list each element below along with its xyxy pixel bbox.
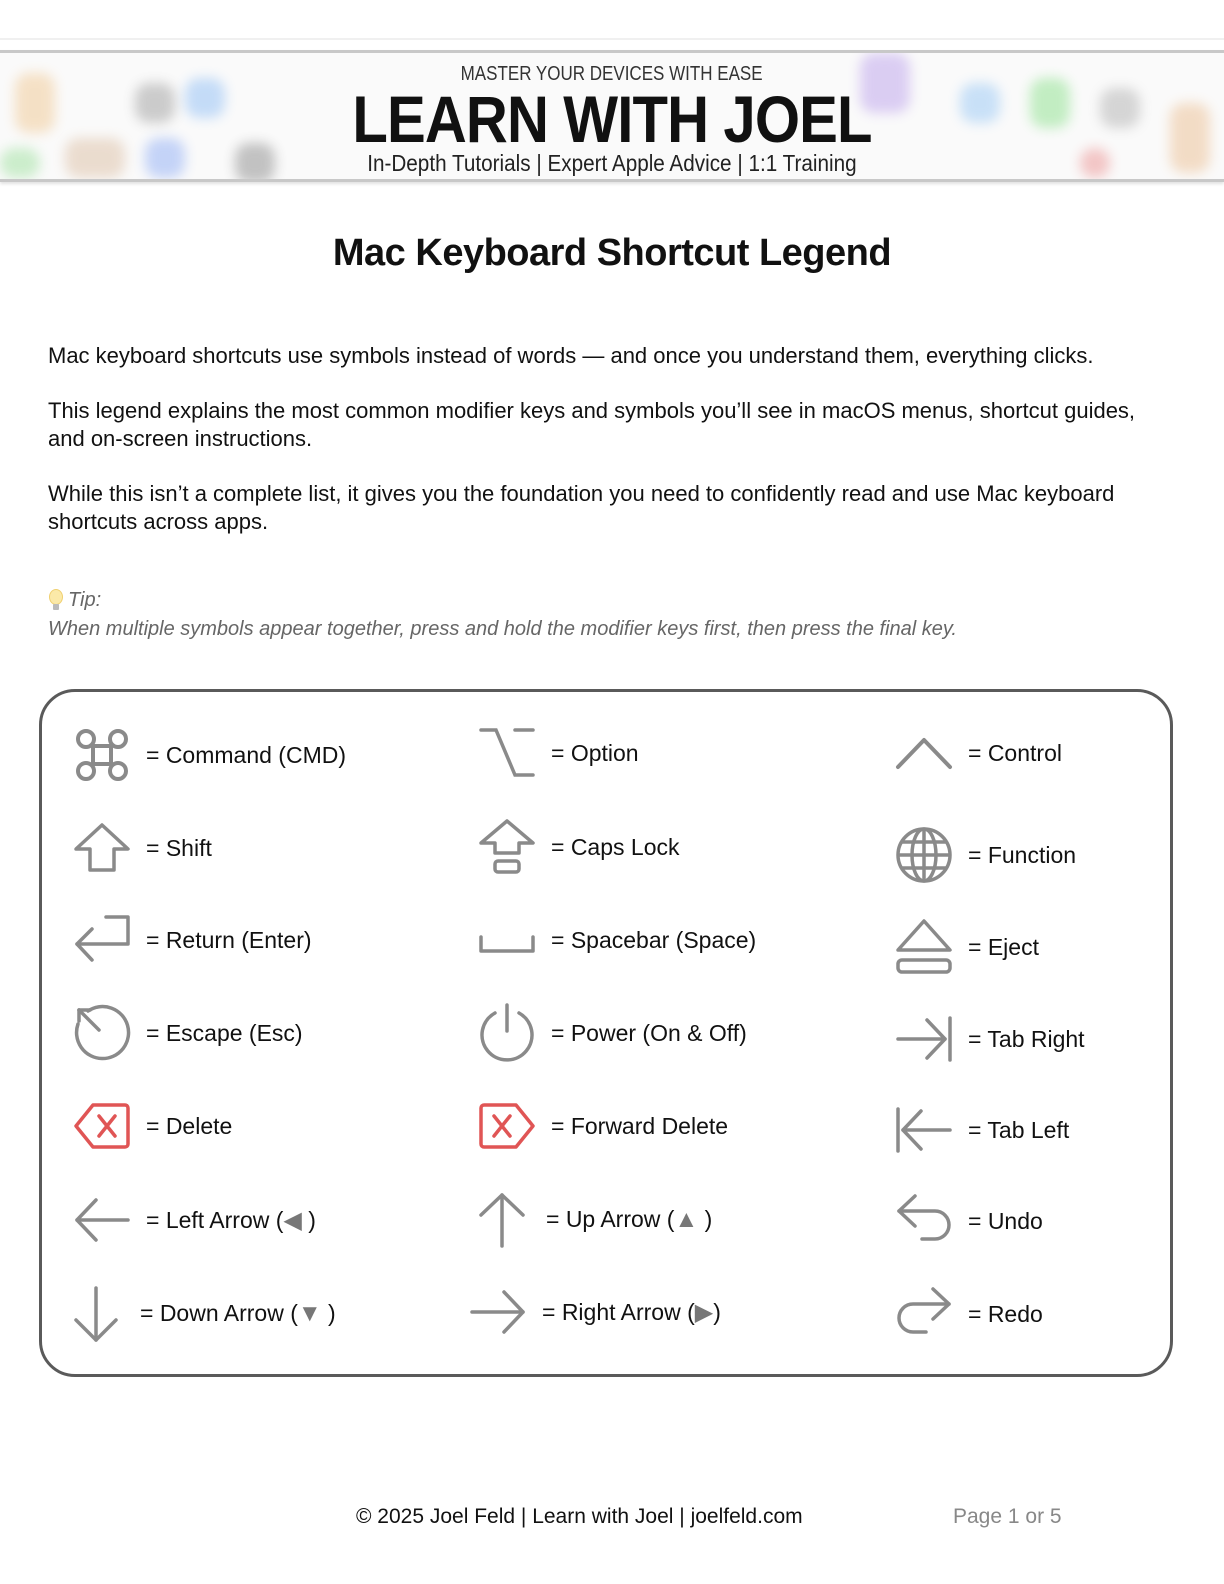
up-arrow-icon <box>477 1191 527 1249</box>
legend-item-command: = Command (CMD) <box>72 725 346 785</box>
page-indicator: Page 1 or 5 <box>953 1505 1062 1528</box>
caps-lock-icon <box>478 819 536 875</box>
left-triangle-icon: ◀ <box>283 1206 302 1234</box>
escape-icon <box>73 1004 131 1062</box>
return-icon <box>73 914 131 966</box>
up-triangle-icon: ▲ <box>674 1206 699 1233</box>
intro-paragraph: While this isn’t a complete list, it gives you the foundation you need to confidently read and use Mac keyboard shortcuts across apps. <box>48 481 1115 534</box>
legend-item-power: = Power (On & Off) <box>477 1003 747 1063</box>
legend-item-down-arrow: = Down Arrow (▼ ) <box>66 1284 336 1344</box>
legend-item-up-arrow: = Up Arrow (▲ ) <box>472 1190 712 1250</box>
power-icon <box>478 1003 536 1063</box>
legend-item-option: = Option <box>477 723 639 783</box>
banner-subtitle: In-Depth Tutorials | Expert Apple Advice | 1:1 Training <box>367 150 857 176</box>
footer-copyright: © 2025 Joel Feld | Learn with Joel | joelfeld.com <box>356 1505 803 1528</box>
tab-right-icon <box>895 1016 953 1062</box>
legend-item-right-arrow: = Right Arrow (▶) <box>468 1282 721 1342</box>
intro-paragraph: This legend explains the most common modifier keys and symbols you’ll see in macOS menus, shortcut guides, and on-screen instructions. <box>48 398 1136 451</box>
legend-item-left-arrow: = Left Arrow (◀ ) <box>72 1190 316 1250</box>
down-arrow-icon <box>71 1285 121 1343</box>
globe-function-icon <box>895 826 953 884</box>
legend-item-return: = Return (Enter) <box>72 910 312 970</box>
legend-item-eject: = Eject <box>894 917 1039 977</box>
legend-item-function: = Function <box>894 825 1076 885</box>
right-triangle-icon: ▶ <box>694 1298 714 1326</box>
shift-icon <box>73 822 131 874</box>
intro-paragraph: Mac keyboard shortcuts use symbols instead of words — and once you understand them, everything clicks. <box>48 343 1094 368</box>
banner-title: LEARN WITH JOEL <box>352 82 872 156</box>
legend-item-tab-left: = Tab Left <box>894 1100 1069 1160</box>
left-arrow-icon <box>73 1196 131 1244</box>
command-icon <box>73 726 131 784</box>
undo-icon <box>895 1193 953 1249</box>
delete-icon <box>73 1102 131 1150</box>
tab-left-icon <box>895 1107 953 1153</box>
option-icon <box>478 727 536 779</box>
legend-item-control: = Control <box>894 723 1062 783</box>
tip-text: When multiple symbols appear together, press and hold the modifier keys first, then press the final key. <box>48 618 957 640</box>
legend-item-redo: = Redo <box>894 1284 1043 1344</box>
redo-icon <box>895 1286 953 1342</box>
legend-item-tab-right: = Tab Right <box>894 1009 1085 1069</box>
intro-text <box>48 342 1148 563</box>
down-triangle-icon: ▼ <box>297 1300 322 1327</box>
page-title: Mac Keyboard Shortcut Legend <box>332 232 892 274</box>
legend-item-spacebar: = Spacebar (Space) <box>477 910 756 970</box>
legend-item-forward-delete: = Forward Delete <box>477 1096 728 1156</box>
legend-item-caps-lock: = Caps Lock <box>477 817 680 877</box>
control-icon <box>895 736 953 770</box>
tip-callout <box>48 586 1168 644</box>
eject-icon <box>895 918 953 976</box>
legend-item-shift: = Shift <box>72 818 212 878</box>
shortcut-legend-box <box>39 689 1173 1377</box>
right-arrow-icon <box>469 1288 527 1336</box>
legend-item-delete: = Delete <box>72 1096 232 1156</box>
banner-tagline: MASTER YOUR DEVICES WITH EASE <box>461 63 763 85</box>
top-divider <box>0 38 1224 40</box>
forward-delete-icon <box>478 1102 536 1150</box>
spacebar-icon <box>478 925 536 955</box>
lightbulb-icon <box>48 589 64 613</box>
header-banner <box>0 50 1224 182</box>
legend-item-undo: = Undo <box>894 1191 1043 1251</box>
tip-label: Tip: <box>68 589 102 611</box>
legend-item-escape: = Escape (Esc) <box>72 1003 303 1063</box>
